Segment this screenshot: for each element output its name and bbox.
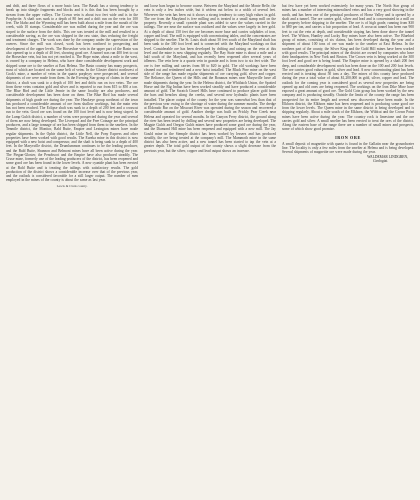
text-column-3 [282,4,414,482]
text-column-2 [144,4,276,482]
column-3-body: but few have yet been worked extensively for many years. The North Star group of mines has a number of interesting mineralized veins and has a very good showing in the north, and has been one of the principal producers of Horse Valley and is opened by a shaft and a tunnel. The ore carries gold, silver and lead and is concentrated in a mill on the property before shipping to the smelter. The ore is of high grade, running from $30 to $80 per ton, and carries a fair proportion of lead. A crosscut tunnel has been run 900 feet to cut the vein at depth, and considerable stoping has been done above the tunnel level. The Wilson, Huntley and Lucky Boy mines have also been active. The Bluebird group of mines, consisting of six claims, has been developed during the year and a shipment of about 100 tons of ore was made to the smelter at East Helena. In the northern part of the county, the Silver King and the Gold Hill mines have been worked with good results. The principal mines of the district are owned by companies who have their headquarters in New York and Boston. The Crown vein is being worked at the 300 foot level and good ore is being found. The Empire mine is opened by a shaft 200 feet deep, and considerable development work has been done on the 100 and 200 foot levels. The ore carries good values in gold, silver and lead. A new concentrating plant has been erected and is treating about 50 tons a day. The mines of this county have produced during the year a total value of about $1,200,000 in gold, silver, copper and lead. The outlook for the coming year is considered good as several new properties are being opened up and old ones are being reopened. The workings on the Iron Dike Mine have exposed a great amount of good ore. The Gold Coin group has been worked by the new company and is producing steadily. Outside the limits of the county the range has been prospected for its entire length and several new discoveries have been made. In the Elkhorn district, the Elkhorn mine has been reopened and is producing some good ore from the lower levels. The Queen mine in the same district is being developed and is shipping regularly. About a mile south of the Elkhorn, the Wildcat and the Crown Point mines have been active during the year. The country rock is limestone and the ore carries gold and silver. A small smelter has been erected to treat the ores of the district. Along the eastern base of the range there are a number of small mines and prospects, some of which show good promise. [282,4,414,132]
column-1-footnote: Lewis & Clark county. [56,183,88,188]
text-column-1 [6,4,138,482]
column-3-closing: A small deposit of magnetite with quartz is found in the Gallatin near the groundwater line. The locality is only a few miles from the smelter at Helena and is being developed. Several shipments of magnetite ore were made during the year. [282,141,414,154]
column-1-body: and drift, and three flows of a more basic lava. The Basalt has a strong tendency to break up into shingle fragments and blocks and it is this that has been brought by a stream from the upper valleys. The Crown vein is about two feet wide and is in the Porphyrite. A shaft was sunk to a depth of 80 feet and a drift run on the vein for 100 feet. The Idaho and the Wyoming mill has been built about a mile from the mouth of the creek, with 10 stamps. Considerable ore was milled during the year and the ore was stoped to the surface from the drifts. This ore was treated at the mill and resulted in a considerable saving, as the ore was shipped in the raw state, thus reducing the freight and treatment charges. The work was done by the company under the supervision of the owners. Since the mill was closed, work has been confined to prospecting and development of the upper levels. The Horseshoe vein in the upper part of the Basin was also opened up to a depth of 40 feet, showing good ore. A tunnel was run 400 feet to cut the Horseshoe vein, but has not yet reached it. The Hope mine, about a mile to the west, is owned by a company in Helena, who have done considerable development work and shipped some ore to the smelter at East Helena. The Basin country has many prospects, most of which are located on the same belt of veins. In the Gloster district northwest of Cook's mine, a number of veins in the quartz porphyry were prospected, and several shipments of ore were made from them. In the Evening Star group of claims in the same district, a shaft was sunk to a depth of 100 feet and drifts run on two veins. The ore from these veins contains gold and silver and is reported to run from $15 to $50 a ton. The Blue Bird and the Little Jennie in the same locality are also producers, and considerable development has been done on them. The Blue Bird has made several shipments of high grade ore during the year. The Hawkeye group northeast of the town has produced a considerable amount of ore from shallow workings, but the main vein has not been reached. The Eclipse shaft was sunk to a depth of 200 feet and a crosscut run to the vein. Good ore was found on the 100 foot level and is now being stoped. In the Lump Gulch district, a number of veins were prospected during the year and several of them are now being developed. The Liverpool and the Free Coinage are the principal producers, and a large tonnage of ore has been shipped from them to the smelters. In the Tenmile district, the Monitor, Bald Butte, Empire and Lexington mines have made regular shipments. In the Ophir district, the Little Nell, the Pony Express and other properties have been worked with good results. The Eureka mine in this district is now equipped with a new hoist and compressor, and the shaft is being sunk to a depth of 400 feet. In the Marysville district, the Drumlummon continues to be the leading producer, and the Bald Butte, Shannon and Belmont mines have all been active during the year. The Piegan-Gloster, the Penobscot and the Empire have also produced steadily. The Cruse mine, formerly one of the leading producers of the district, has been reopened and some good ore has been found in the lower levels. A new cyanide plant has been erected at the Bald Butte and is treating the tailings with satisfactory results. The gold production of the district shows a considerable increase over that of the previous year, and the outlook is considered favorable for a still larger output. The number of men employed in the mines of the county is about the same as last year. [6,4,138,183]
signature-block [282,155,414,163]
signature-name: WALDEMAR LINDGREN, [367,155,408,160]
column-2-body: and loose bars began to become coarse. Between the Maryland and the Monte Belle, the vein is only a few inches wide, but it widens out below to a width of several feet. Wherever the vein has been cut it shows a strong tendency to carry high values in gold. The ore from the Maryland is free milling and is treated in a small stamp mill on the property. Recently a small cyanide plant was added to save the values carried in the tailings. The ore near the surface was oxidized and the values were largely in free gold. At a depth of about 150 feet the ore becomes more base and carries sulphides of iron, copper and lead. The mill is equipped with concentrating tables, and the concentrates are shipped to the smelter. The St. Louis shaft about 50 feet south of the Maryland shaft has been sunk to the 300 foot level and is connected with the Maryland workings on that level. Considerable ore has been developed by drifting and raising on the vein at this level and the mine is now shipping regularly. The Bay State mine is about a mile and a half south of the Maryland, and has recently been reopened after several years of idleness. The vein here is a quartz vein in granite and is from two to six feet wide. The ore is free milling and carries from $8 to $20 in gold. The old workings have been cleaned out and retimbered and a new hoist installed. The Black Pine mine on the west side of the range has made regular shipments of ore carrying gold, silver and copper. The Reliance, the Queen of the Hills and the Bonanza mines near Marysville have all made shipments during the year. In the Helena district, the Whitlatch Union, the Spotted Horse and the Big Indian have been worked steadily and have produced a considerable amount of gold. The Scratch Gravel Hills have continued to produce placer gold from the bars and benches along the creeks, and several new hydraulic plants have been installed. The placer output of the county for the year was somewhat less than that of the previous year owing to the shortage of water during the summer months. The dredge at Eldorado Bar on the Missouri River was operated during the season and recovered a considerable amount of gold. Another dredge was built on Prickly Pear Creek near Helena and operated for several months. In the Canyon Ferry district, the ground along the river has been tested by drilling and several new properties are being developed. The Magpie Gulch and Oregon Gulch mines have produced some good ore during the year, and the Diamond Hill mine has been reopened and equipped with a new mill. The Jay Gould mine in the Stemple district has been worked by lessees and has produced steadily, the ore being treated at the company's mill. The Mammoth mine in the same district has also been active, and a new tunnel has been started to tap the vein at a greater depth. The total gold output of the county shows a slight decrease from the previous year, but the silver, copper and lead output shows an increase. [144,4,276,153]
section-heading: IRON ORE [335,134,361,140]
signature-title: Geologist. [373,159,388,164]
